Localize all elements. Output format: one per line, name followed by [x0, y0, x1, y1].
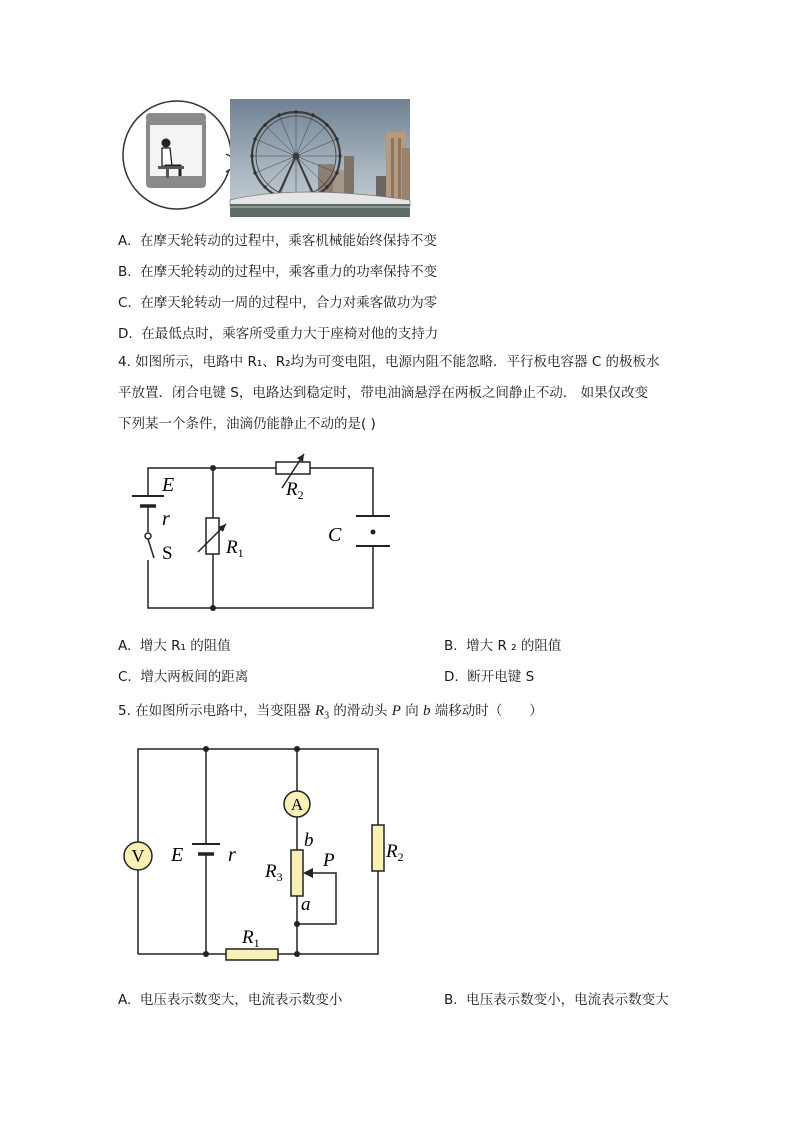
q5-stem-p: P	[391, 703, 401, 719]
q5-stem-after: 端移动时（ ）	[430, 703, 543, 719]
q4-option-c-text: 增大两板间的距离	[140, 669, 249, 685]
q4-label-r2-main: R	[286, 479, 298, 500]
q3-option-b-letter: B.	[118, 264, 132, 280]
q5-label-e: E	[171, 844, 184, 866]
q5-option-b[interactable]	[444, 988, 669, 1008]
q4-stem-line-3: 下列某一个条件，油滴仍能静止不动的是( )	[118, 416, 376, 432]
q4-option-d[interactable]	[444, 665, 534, 685]
q5-label-b: b	[304, 830, 314, 851]
q4-option-b[interactable]	[444, 634, 561, 654]
q4-label-r: r	[162, 508, 170, 530]
q5-option-a-letter: A.	[118, 992, 132, 1008]
q4-option-a-letter: A.	[118, 638, 132, 654]
q3-option-d[interactable]	[118, 322, 438, 342]
q5-label-p: P	[323, 850, 335, 871]
q3-option-c-text: 在摩天轮转动一周的过程中，合力对乘客做功为零	[140, 295, 438, 311]
q5-label-r1-main: R	[242, 927, 254, 948]
q5-label-r: r	[228, 844, 236, 866]
q3-option-b[interactable]	[118, 260, 437, 280]
q4-option-c[interactable]	[118, 665, 248, 685]
q4-option-a[interactable]	[118, 634, 231, 654]
q5-label-r3-main: R	[265, 861, 277, 882]
q3-option-a-letter: A.	[118, 233, 132, 249]
q5-option-b-text: 电压表示数变小，电流表示数变大	[466, 992, 669, 1008]
q4-label-c: C	[328, 524, 342, 546]
q5-label-r3-sub: 3	[276, 870, 283, 884]
q4-stem-line-1: 4. 如图所示，电路中 R₁、R₂均为可变电阻，电源内阻不能忽略．平行板电容器 C 的极板水	[118, 354, 660, 370]
ferris-wheel-photo	[230, 99, 410, 217]
ferris-wheel-figure	[118, 96, 414, 220]
q4-option-b-letter: B.	[444, 638, 458, 654]
q5-stem-mid: 的滑动头	[329, 703, 392, 719]
q4-label-r2-sub: 2	[297, 488, 304, 502]
q4-circuit-diagram	[118, 452, 408, 618]
q5-label-r3	[264, 861, 283, 884]
q3-option-d-text: 在最低点时，乘客所受重力大于座椅对他的支持力	[141, 326, 439, 342]
q3-option-d-letter: D.	[118, 326, 133, 342]
q5-option-b-letter: B.	[444, 992, 458, 1008]
q5-label-r1-sub: 1	[253, 936, 260, 950]
q3-option-c-letter: C.	[118, 295, 132, 311]
q4-label-r1	[225, 537, 244, 560]
q5-label-a: a	[301, 894, 311, 915]
q5-stem-r3: R	[314, 703, 325, 719]
q3-option-b-text: 在摩天轮转动的过程中，乘客重力的功率保持不变	[140, 264, 438, 280]
q5-stem-mid2: 向	[400, 703, 423, 719]
q5-label-r1	[241, 927, 260, 950]
q3-option-c[interactable]	[118, 291, 437, 311]
q5-label-r2-sub: 2	[397, 850, 404, 864]
q4-option-c-letter: C.	[118, 669, 132, 685]
q5-stem-r3-sub: 3	[324, 710, 330, 722]
q5-stem-b: b	[423, 703, 431, 719]
q5-circuit-diagram	[118, 740, 418, 966]
q4-option-b-text: 增大 R ₂ 的阻值	[466, 638, 562, 654]
q4-stem-line-2: 平放置．闭合电键 S，电路达到稳定时，带电油滴悬浮在两板之间静止不动． 如果仅改变	[118, 385, 649, 401]
q5-stem-before: 5. 在如图所示电路中，当变阻器	[118, 703, 315, 719]
q5-ammeter-label: A	[290, 795, 304, 814]
q4-option-d-letter: D.	[444, 669, 459, 685]
q5-voltmeter-label: V	[131, 846, 145, 866]
q4-option-d-text: 断开电键 S	[467, 669, 535, 685]
q5-stem	[118, 701, 543, 727]
q3-option-a[interactable]	[118, 229, 437, 249]
q4-label-r1-sub: 1	[237, 546, 244, 560]
q5-label-r2	[385, 841, 404, 864]
q4-option-a-text: 增大 R₁ 的阻值	[139, 638, 231, 654]
q4-label-r2	[285, 479, 304, 502]
q5-option-a[interactable]	[118, 988, 342, 1008]
q3-option-a-text: 在摩天轮转动的过程中，乘客机械能始终保持不变	[139, 233, 437, 249]
q4-label-s: S	[162, 543, 173, 564]
q4-label-r1-main: R	[226, 537, 238, 558]
q5-label-r2-main: R	[386, 841, 398, 862]
q5-option-a-text: 电压表示数变大，电流表示数变小	[139, 992, 343, 1008]
q4-label-e: E	[162, 474, 175, 496]
